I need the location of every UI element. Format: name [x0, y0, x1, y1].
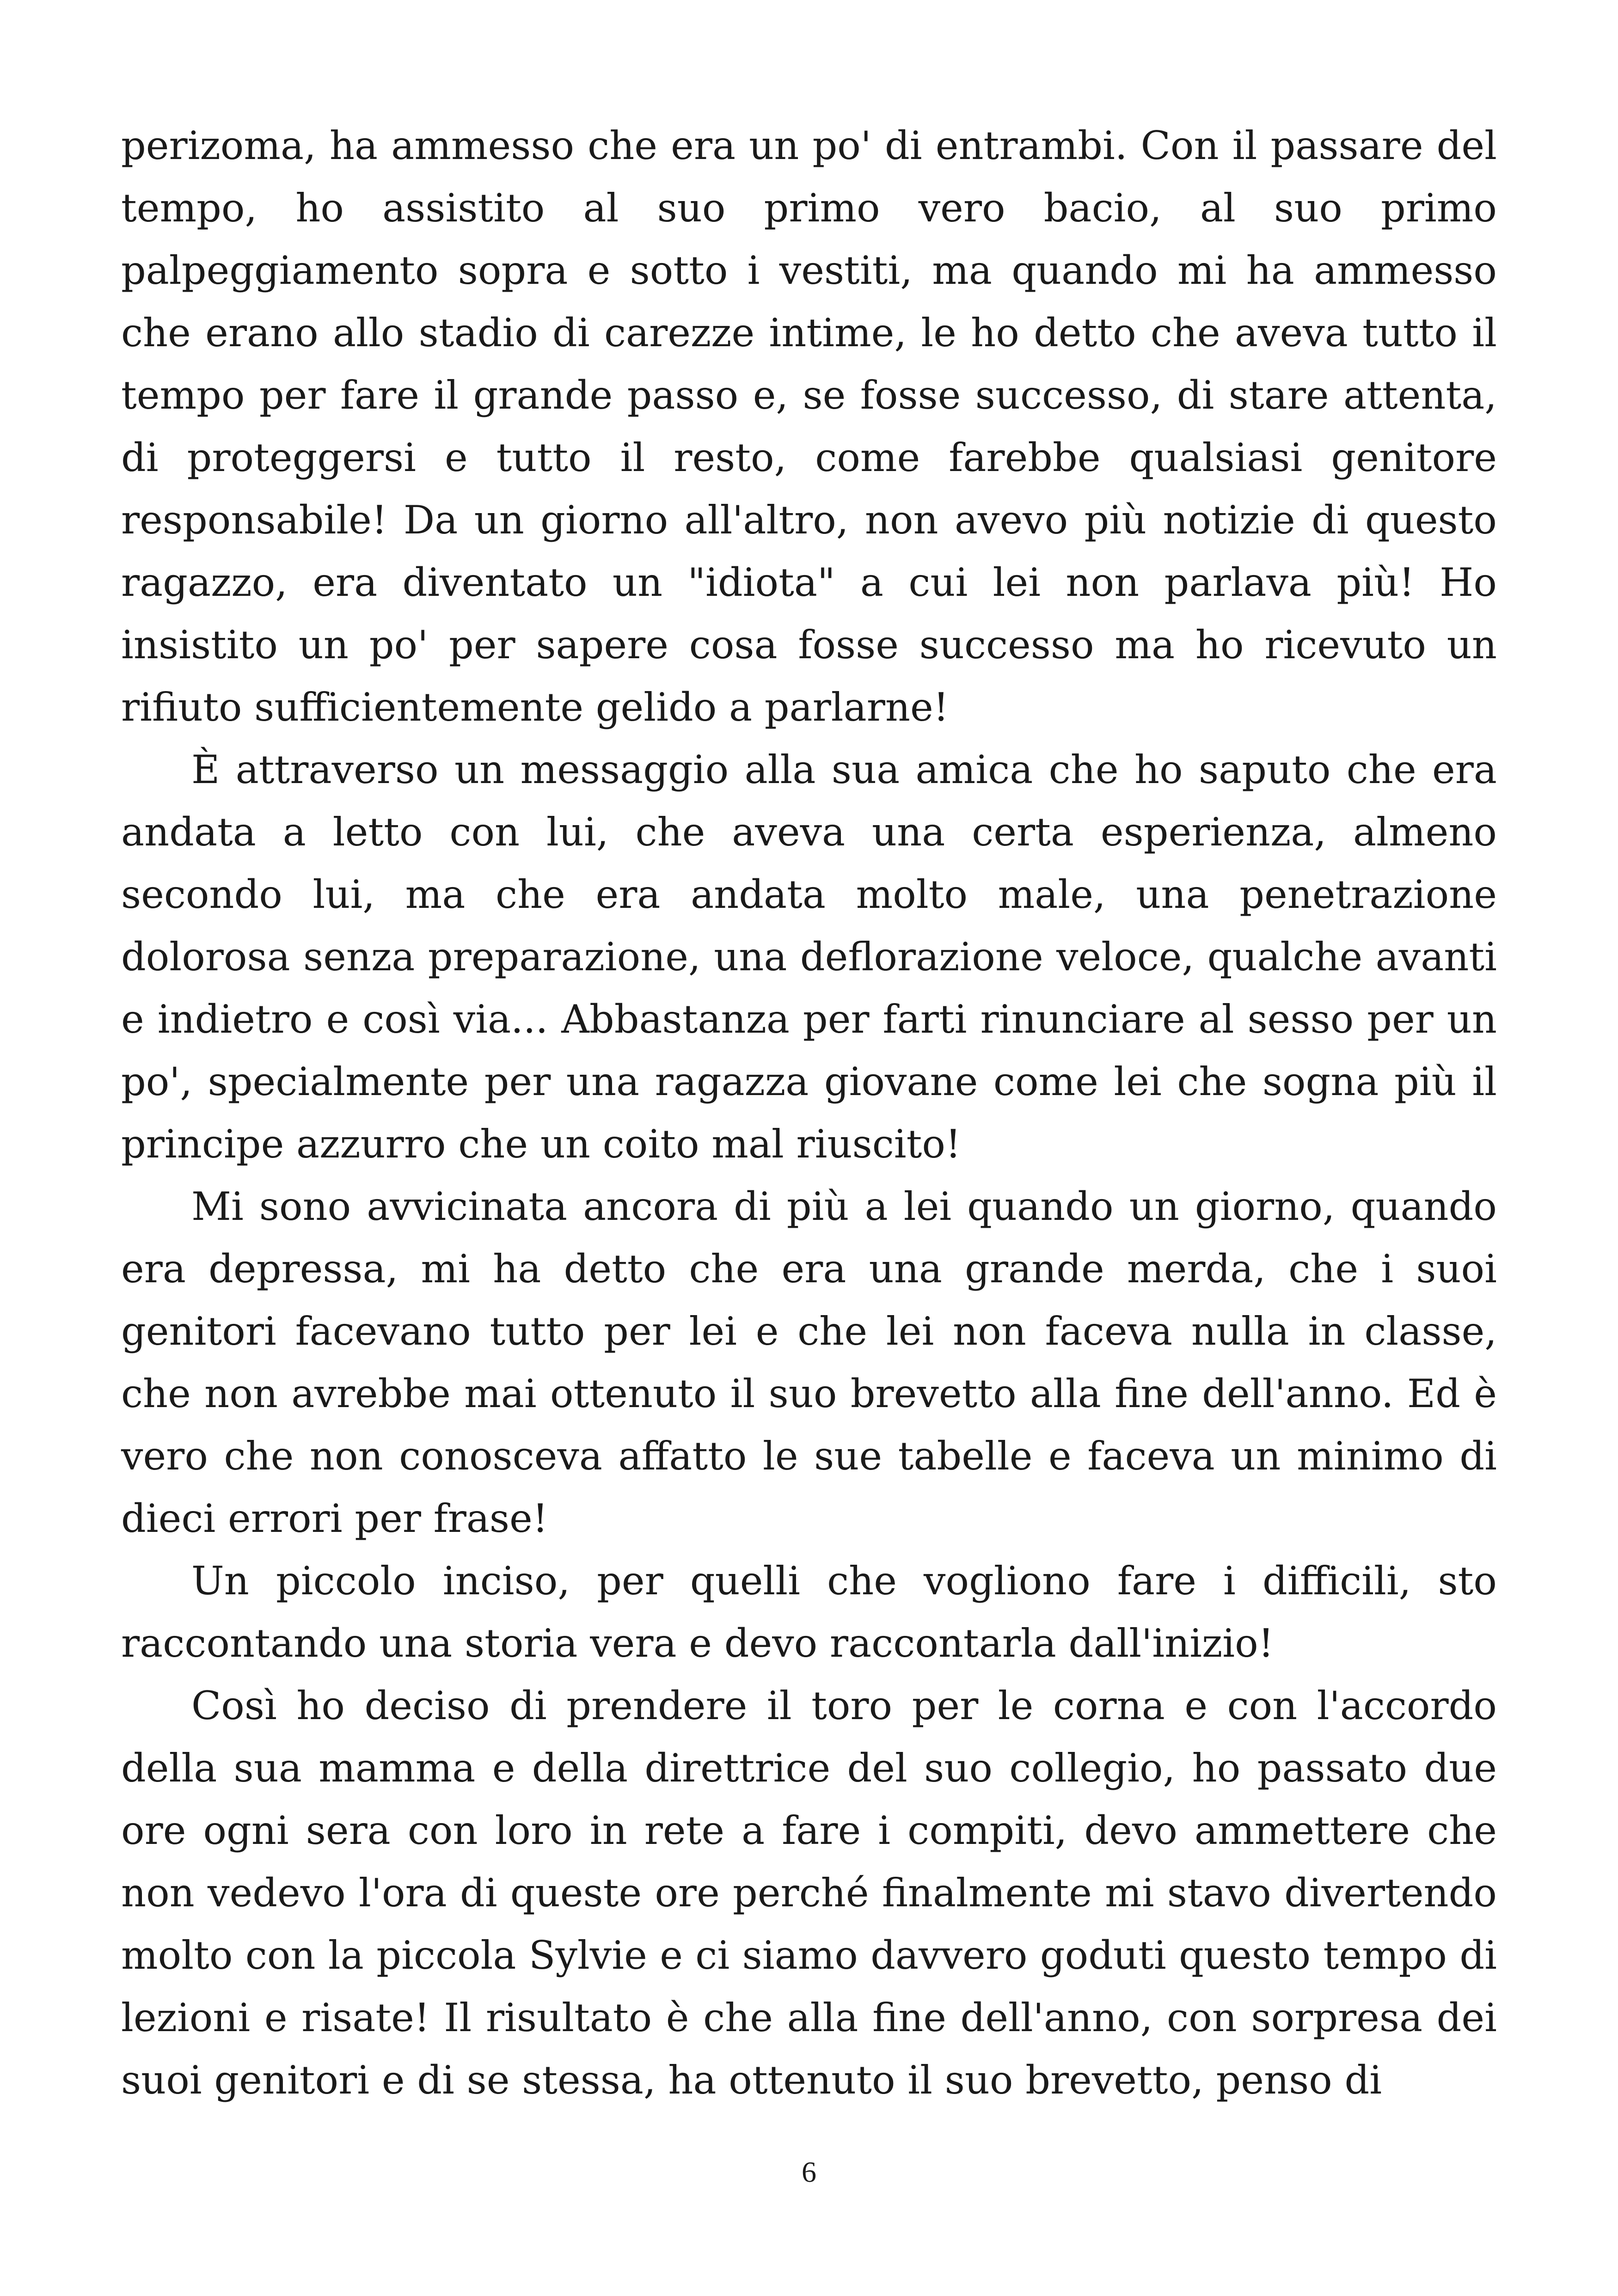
paragraph-4: Un piccolo inciso, per quelli che vogliono fare i difficili, sto raccontando una storia vera e devo raccontarla dall'inizio!	[121, 1558, 1497, 1666]
page-number: 6	[802, 2155, 816, 2188]
paragraph-1: perizoma, ha ammesso che era un po' di entrambi. Con il passare del tempo, ho assistito al suo primo vero bacio, al suo primo palpeggiamento sopra e sotto i vestiti, ma quando mi ha ammesso che erano allo stadio di carezze intime, le ho detto che aveva tutto il tempo per fare il grande passo e, se fosse successo, di stare attenta, di proteggersi e tutto il resto, come farebbe qualsiasi genitore responsabile! Da un giorno all'altro, non avevo più notizie di questo ragazzo, era diventato un "idiota" a cui lei non parlava più! Ho insistito un po' per sapere cosa fosse successo ma ho ricevuto un rifiuto sufficientemente gelido a parlarne!	[121, 123, 1497, 730]
paragraph-2: È attraverso un messaggio alla sua amica che ho saputo che era andata a letto con lui, che aveva una certa esperienza, almeno secondo lui, ma che era andata molto male, una penetrazione dolorosa senza preparazione, una deflorazione veloce, qualche avanti e indietro e così via... Abbastanza per farti rinunciare al sesso per un po', specialmente per una ragazza giovane come lei che sogna più il principe azzurro che un coito mal riuscito!	[121, 747, 1497, 1167]
page-body	[121, 115, 1497, 2112]
paragraph-3: Mi sono avvicinata ancora di più a lei quando un giorno, quando era depressa, mi ha detto che era una grande merda, che i suoi genitori facevano tutto per lei e che lei non faceva nulla in classe, che non avrebbe mai ottenuto il suo brevetto alla fine dell'anno. Ed è vero che non conosceva affatto le sue tabelle e faceva un minimo di dieci errori per frase!	[121, 1184, 1497, 1541]
paragraph-5: Così ho deciso di prendere il toro per le corna e con l'accordo della sua mamma e della direttrice del suo collegio, ho passato due ore ogni sera con loro in rete a fare i compiti, devo ammettere che non vedevo l'ora di queste ore perché finalmente mi stavo divertendo molto con la piccola Sylvie e ci siamo davvero goduti questo tempo di lezioni e risate! Il risultato è che alla fine dell'anno, con sorpresa dei suoi genitori e di se stessa, ha ottenuto il suo brevetto, penso di	[121, 1683, 1497, 2103]
